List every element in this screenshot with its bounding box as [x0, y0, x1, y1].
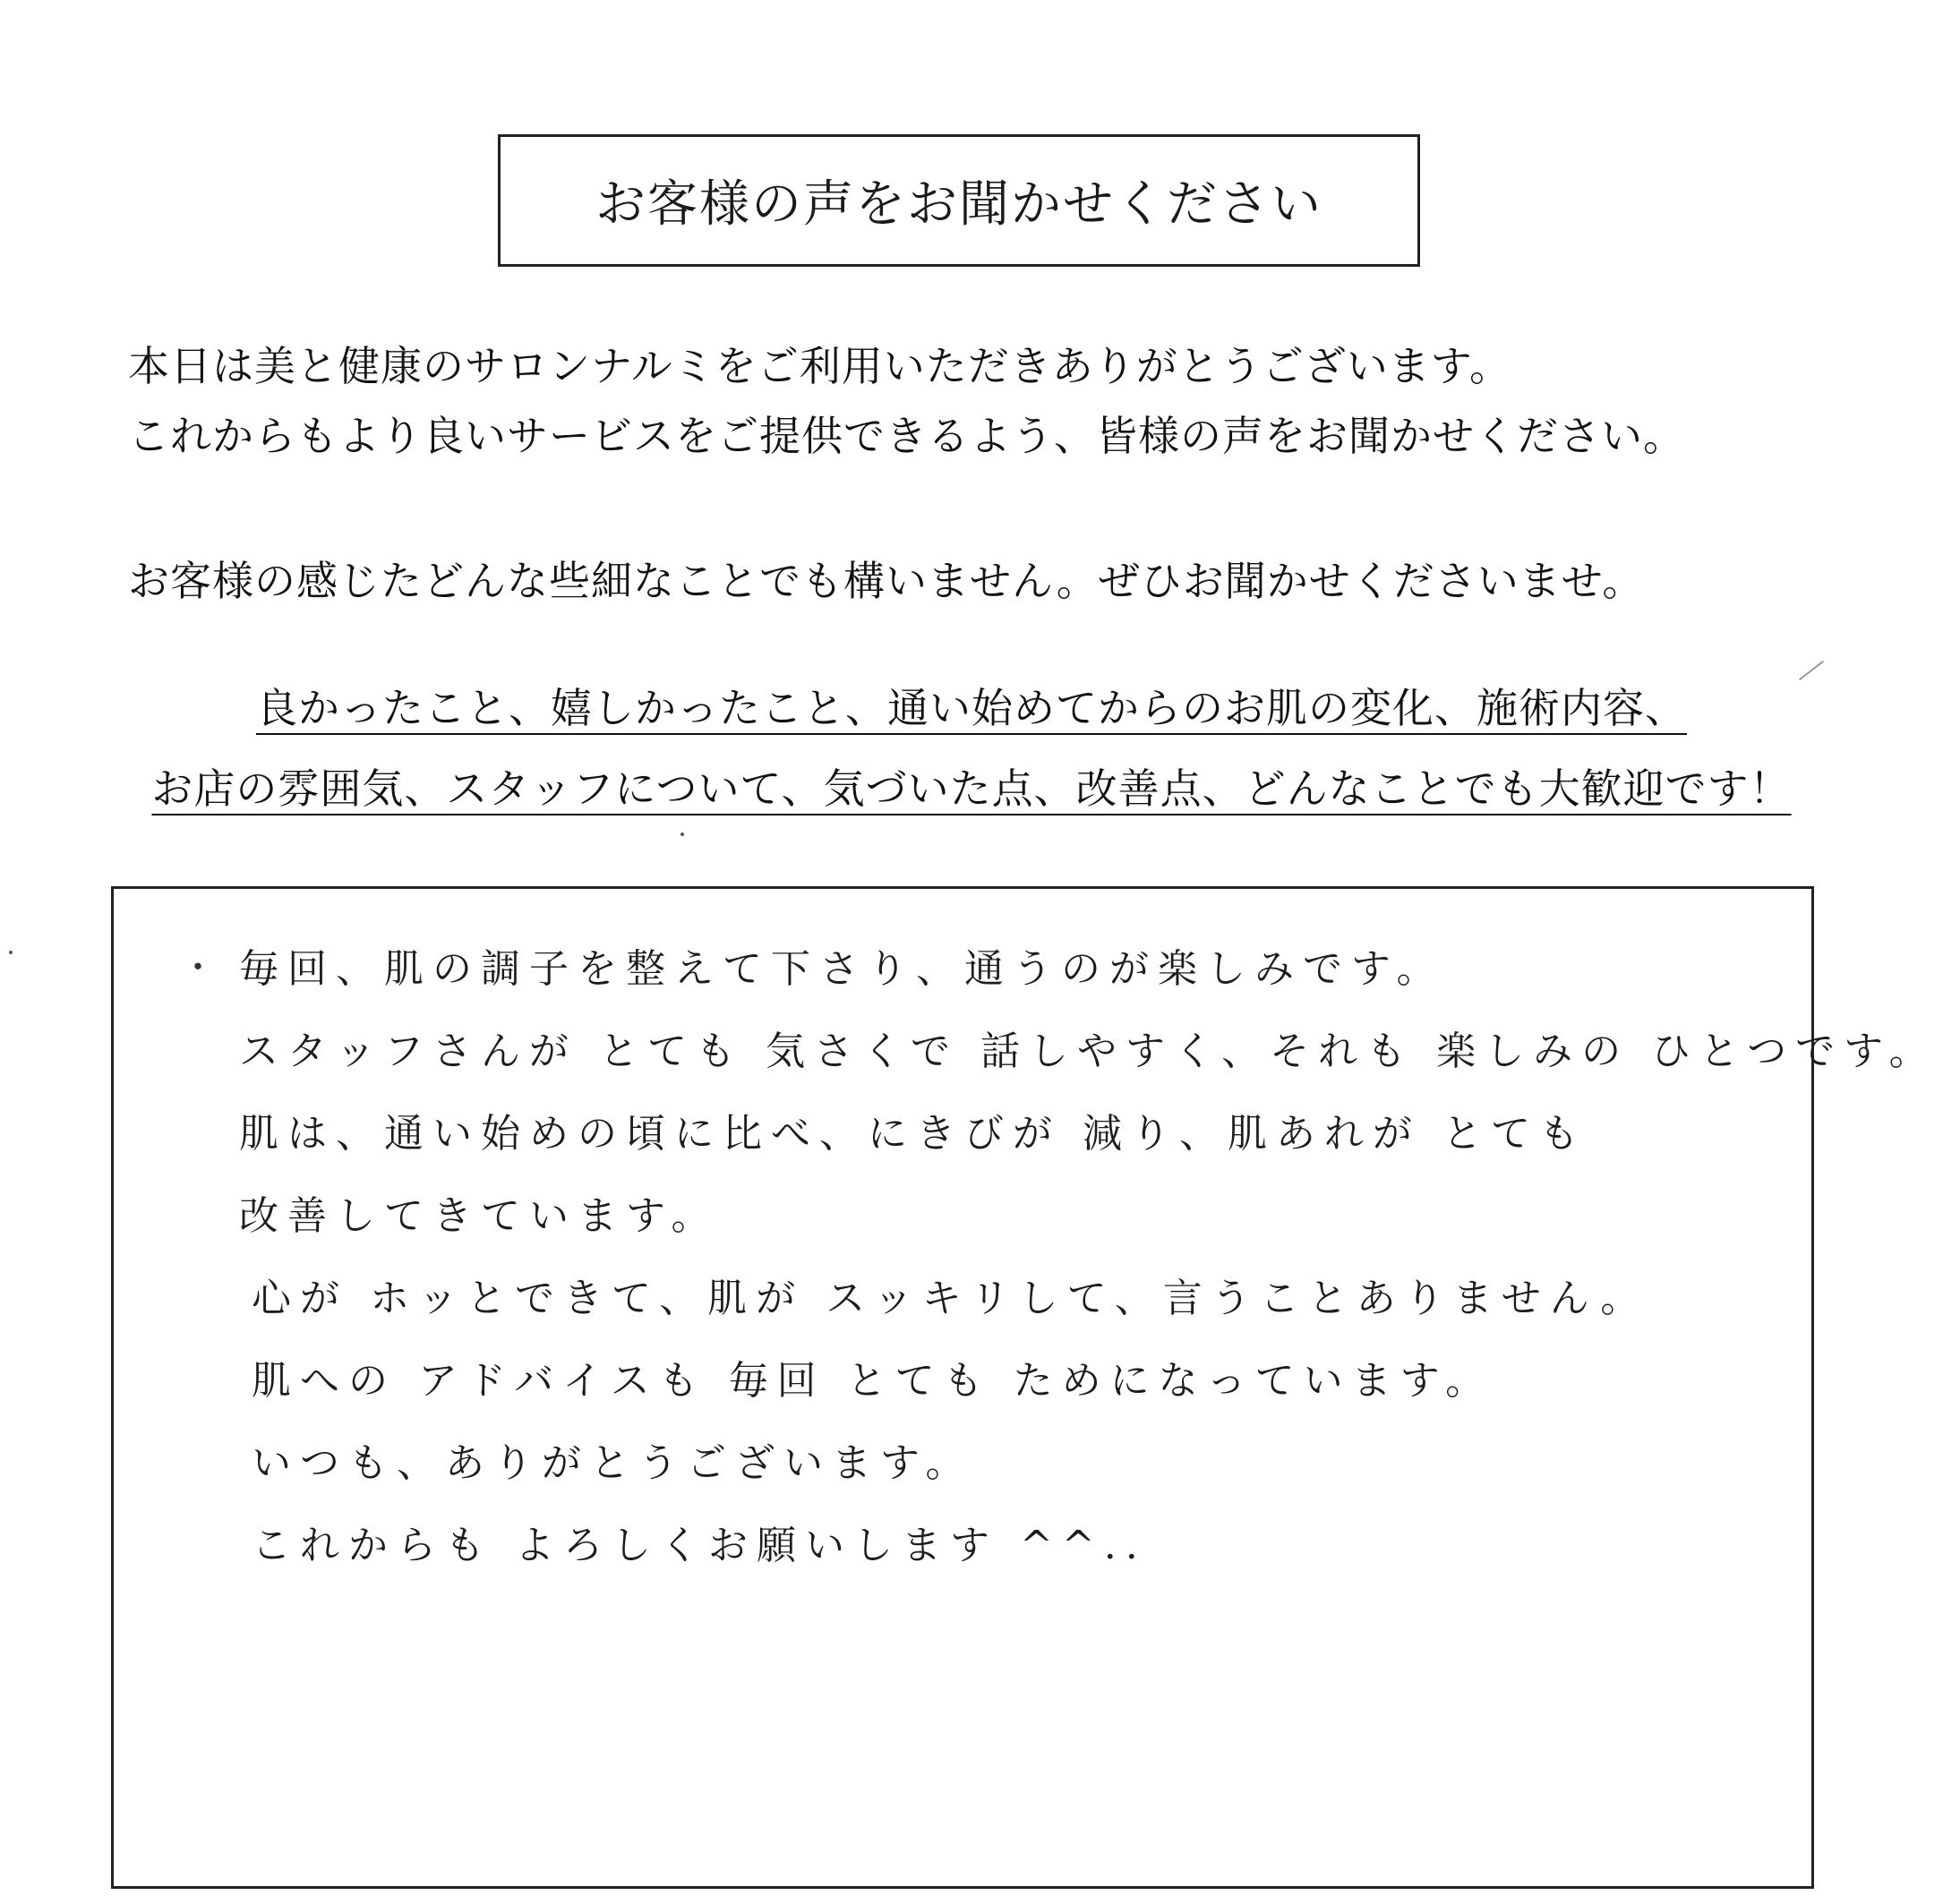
prompt-line-1-text: 良かったこと、嬉しかったこと、通い始めてからのお肌の変化、施術内容、 — [256, 684, 1687, 732]
customer-comment-box — [111, 886, 1938, 1889]
comment-line: いつも、ありがとうございます。 — [252, 1440, 974, 1486]
form-title: お客様の声をお聞かせください — [595, 175, 1322, 234]
prompt-line-2 — [0, 748, 1943, 829]
intro-section — [128, 331, 1847, 616]
scan-speck — [680, 832, 684, 836]
comment-line: 改善してきています。 — [239, 1193, 720, 1239]
comment-line: 毎回、肌の調子を整えて下さり、通うのが楽しみです。 — [239, 946, 1445, 992]
intro-line-1: 本日は美と健康のサロンナルミをご利用いただきありがとうございます。 — [128, 342, 1512, 390]
handwritten-comment — [239, 928, 1938, 1587]
intro-line-2: これからもより良いサービスをご提供できるよう、皆様の声をお聞かせください。 — [128, 412, 1685, 460]
intro-line-3: お客様の感じたどんな些細なことでも構いません。ぜひお聞かせくださいませ。 — [128, 557, 1645, 605]
scan-speck — [9, 951, 13, 954]
prompt-line-2-text: お店の雰囲気、スタッフについて、気づいた点、改善点、どんなことでも大歓迎です！ — [151, 764, 1792, 813]
prompt-line-1 — [0, 668, 1943, 748]
bullet-mark: ・ — [180, 947, 216, 988]
comment-line: 肌は、通い始めの頃に比べ、にきびが 減り、肌あれが とても — [239, 1111, 1588, 1157]
intro-spacer — [128, 471, 1847, 546]
feedback-prompt — [0, 668, 1943, 829]
comment-line: これからも よろしくお願いします ^^.. — [252, 1523, 1147, 1568]
comment-line: スタッフさんが とても 気さくで 話しやすく、それも 楽しみの ひとつです。 — [239, 1029, 1938, 1074]
comment-line: 肌への アドバイスも 毎回 とても ためになっています。 — [252, 1358, 1494, 1404]
comment-line: 心が ホッとできて、肌が スッキリして、言うことありません。 — [252, 1276, 1649, 1321]
form-title-box — [498, 134, 1420, 267]
